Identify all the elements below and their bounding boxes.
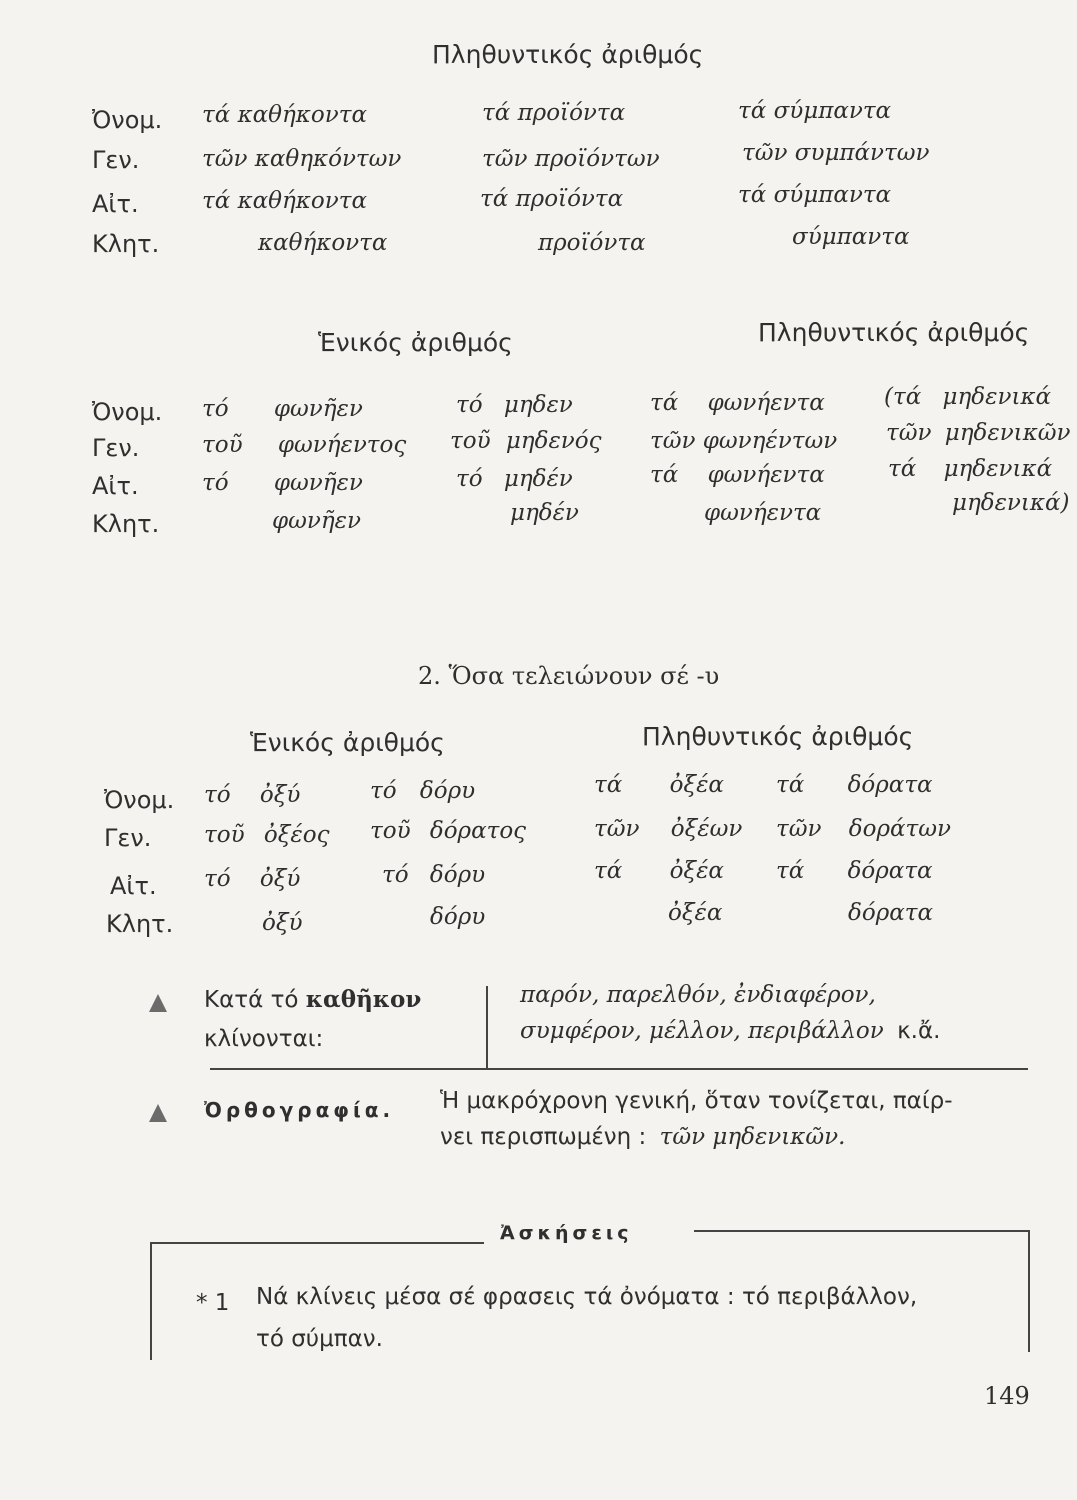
note1-suffix: κ.ἄ. <box>897 1018 941 1044</box>
form-midenika: τῶν μηδενικῶν <box>886 420 1071 446</box>
form-dorata: τά δόρατα <box>776 858 933 884</box>
case-label: Αἰτ. <box>92 190 139 218</box>
form-kathikonta: καθήκοντα <box>258 230 388 256</box>
note2-text-line2 <box>440 1124 845 1150</box>
form-kathikonta: τά καθήκοντα <box>202 102 367 128</box>
note1-words: συμφέρον, μέλλον, περιβάλλον <box>520 1018 884 1044</box>
form-midenika: (τά μηδενικά <box>884 384 1052 410</box>
note1-words-line1: παρόν, παρελθόν, ἐνδιαφέρον, <box>520 982 876 1008</box>
case-label: Γεν. <box>92 434 140 462</box>
form-phonienta: τῶν φωνηέντων <box>650 428 838 454</box>
form-oxy: ὀξύ <box>262 910 303 936</box>
form-proionta: τά προϊόντα <box>482 100 626 126</box>
exercises-left-border <box>150 1242 152 1360</box>
case-label: Κλητ. <box>92 510 160 538</box>
form-oxy: τό ὀξύ <box>204 866 301 892</box>
section2-singular-header: Ἑνικός ἀριθμός <box>318 328 513 357</box>
note2-text-line1: Ἡ μακρόχρονη γενική, ὅταν τονίζεται, παίρ- <box>440 1088 953 1114</box>
form-proionta: τά προϊόντα <box>480 186 624 212</box>
form-oxea: ὀξέα <box>668 900 723 926</box>
exercises-top-rule-right <box>694 1230 1030 1232</box>
note2-label: Ὀρθογραφία. <box>204 1098 395 1122</box>
note1-words-line2 <box>520 1018 940 1044</box>
case-label: Κλητ. <box>92 230 160 258</box>
form-proionta: προϊόντα <box>538 230 646 256</box>
form-miden: μηδέν <box>510 500 579 526</box>
form-phonien: τοῦ φωνήεντος <box>202 432 407 458</box>
case-label: Αἰτ. <box>110 872 157 900</box>
form-kathikonta: τά καθήκοντα <box>202 188 367 214</box>
case-label: Αἰτ. <box>92 472 139 500</box>
section1-plural-header: Πληθυντικός ἀριθμός <box>432 40 704 69</box>
case-label: Ὀνομ. <box>104 786 175 814</box>
form-kathikonta: τῶν καθηκόντων <box>202 146 402 172</box>
exercises-right-border <box>1028 1230 1030 1352</box>
case-label: Γεν. <box>92 146 140 174</box>
form-miden: τοῦ μηδενός <box>450 428 602 454</box>
note2-example: τῶν μηδενικῶν. <box>659 1124 846 1150</box>
section2-plural-header: Πληθυντικός ἀριθμός <box>758 318 1030 347</box>
form-phonien: τό φωνῆεν <box>202 396 363 422</box>
form-proionta: τῶν προϊόντων <box>482 146 660 172</box>
exercises-title: Ἀσκήσεις <box>500 1222 633 1244</box>
form-phonienta: τά φωνήεντα <box>650 462 825 488</box>
note1-line1 <box>204 986 421 1013</box>
form-dorata: τῶν δοράτων <box>776 816 951 842</box>
form-phonienta: τά φωνήεντα <box>650 390 825 416</box>
case-label: Κλητ. <box>106 910 174 938</box>
form-dory: τοῦ δόρατος <box>370 818 527 844</box>
note2-text: νει περισπωμένη : <box>440 1124 647 1150</box>
section3-singular-header: Ἑνικός ἀριθμός <box>250 728 445 757</box>
triangle-bullet-icon <box>148 992 168 1014</box>
form-sympanta: τά σύμπαντα <box>738 98 892 124</box>
section3-title: 2. Ὅσα τελειώνουν σέ -υ <box>418 662 720 690</box>
exercise-line1: Νά κλίνεις μέσα σέ φρασεις τά ὀνόματα : τό περιβάλλον, <box>256 1284 918 1310</box>
form-dorata: τά δόρατα <box>776 772 933 798</box>
form-oxy: τοῦ ὀξέος <box>204 822 330 848</box>
note1-line2: κλίνονται: <box>204 1026 324 1052</box>
form-dory: τό δόρυ <box>370 778 476 804</box>
section3-plural-header: Πληθυντικός ἀριθμός <box>642 722 914 751</box>
form-midenika: τά μηδενικά <box>888 456 1053 482</box>
form-oxea: τῶν ὀξέων <box>594 816 743 842</box>
form-oxea: τά ὀξέα <box>594 772 724 798</box>
form-dorata: δόρατα <box>848 900 934 926</box>
form-phonien: τό φωνῆεν <box>202 470 363 496</box>
exercise-line2: τό σύμπαν. <box>256 1326 383 1352</box>
form-sympanta: τά σύμπαντα <box>738 182 892 208</box>
note1-bold-word: καθῆκον <box>305 986 422 1013</box>
form-midenika: μηδενικά) <box>952 490 1070 516</box>
form-oxy: τό ὀξύ <box>204 782 301 808</box>
form-dory: δόρυ <box>430 904 486 930</box>
exercise-marker: * 1 <box>196 1290 230 1316</box>
form-miden: τό μηδέν <box>456 466 573 492</box>
form-oxea: τά ὀξέα <box>594 858 724 884</box>
page-number: 149 <box>984 1382 1030 1410</box>
triangle-bullet-icon <box>148 1102 168 1124</box>
note1-vertical-divider <box>486 986 488 1068</box>
form-phonienta: φωνήεντα <box>704 500 822 526</box>
form-sympanta: τῶν συμπάντων <box>742 140 930 166</box>
note1-bottom-rule <box>210 1068 1028 1070</box>
case-label: Ὀνομ. <box>92 398 163 426</box>
case-label: Γεν. <box>104 824 152 852</box>
form-dory: τό δόρυ <box>382 862 486 888</box>
case-label: Ὀνομ. <box>92 106 163 134</box>
form-miden: τό μηδεν <box>456 392 573 418</box>
form-phonien: φωνῆεν <box>272 508 361 534</box>
note1-prefix: Κατά τό <box>204 987 299 1013</box>
exercises-top-rule-left <box>150 1242 484 1244</box>
form-sympanta: σύμπαντα <box>792 224 910 250</box>
